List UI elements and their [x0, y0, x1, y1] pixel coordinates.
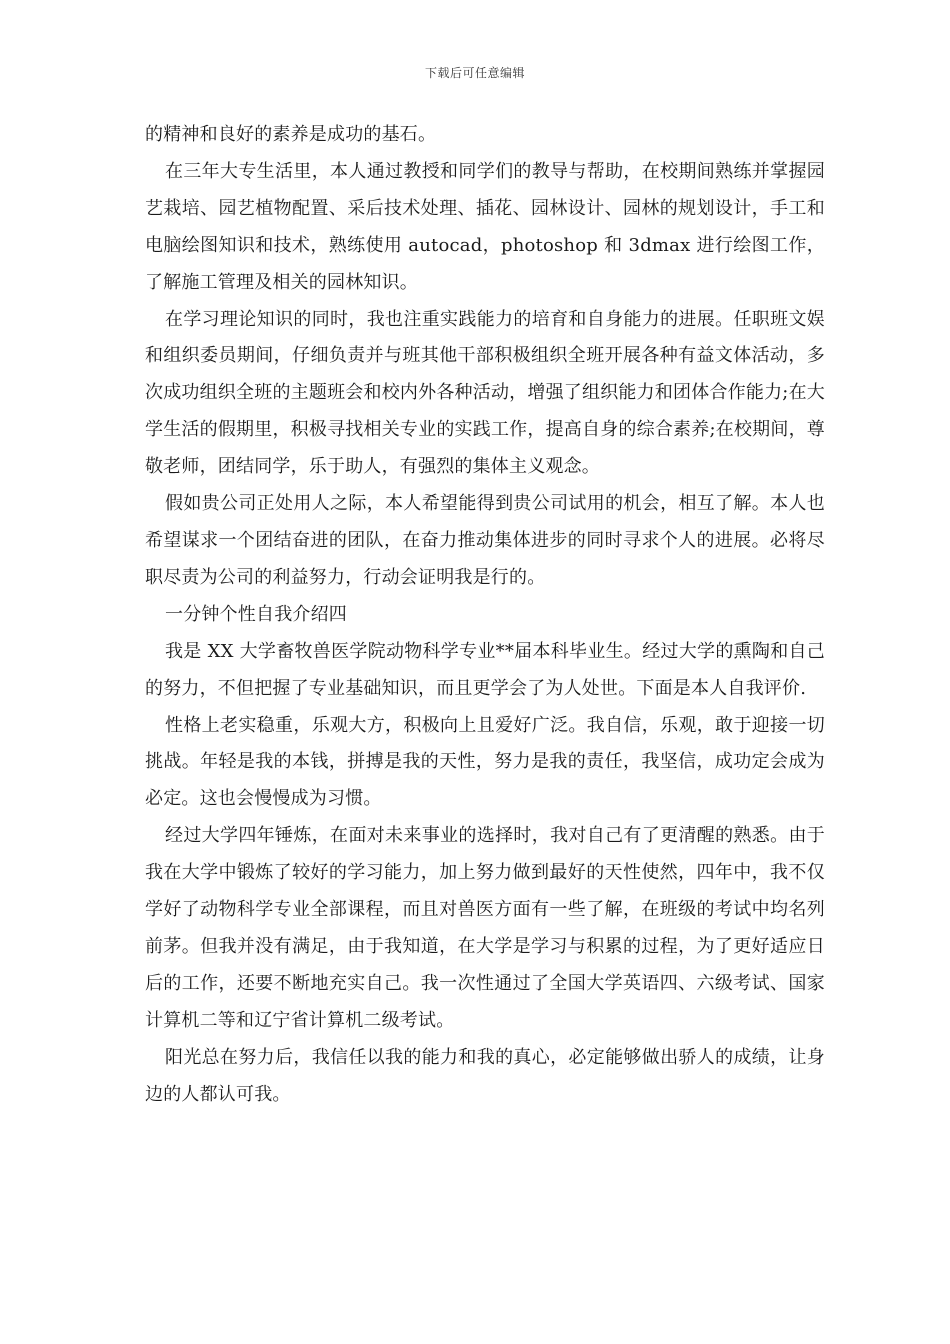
paragraph-continuation: 的精神和良好的素养是成功的基石。: [145, 124, 437, 145]
document-body: [145, 117, 825, 1113]
paragraph-application: 假如贵公司正处用人之际，本人希望能得到贵公司试用的机会，相互了解。本人也希望谋求一个团结奋进的团队，在奋力推动集体进步的同时寻求个人的进展。必将尽职尽责为公司的利益努力，行动会证明我是行的。: [145, 493, 825, 588]
page-header: 下载后可任意编辑: [424, 66, 525, 80]
paragraph-intro: 我是 XX 大学畜牧兽医学院动物科学专业**届本科毕业生。经过大学的熏陶和自己的努力，不但把握了专业基础知识，而且更学会了为人处世。下面是本人自我评价.: [145, 640, 825, 699]
paragraph-skills: 在三年大专生活里，本人通过教授和同学们的教导与帮助，在校期间熟练并掌握园艺栽培、园艺植物配置、采后技术处理、插花、园林设计、园林的规划设计，手工和电脑绘图知识和技术，熟练使用 autocad，photoshop 和 3dmax 进行绘图工作，了解施工管理及相关的园林知识。: [145, 160, 825, 293]
paragraph-closing: 阳光总在努力后，我信任以我的能力和我的真心，必定能够做出骄人的成绩，让身边的人都认可我。: [145, 1046, 825, 1105]
paragraph-university: 经过大学四年锤炼，在面对未来事业的选择时，我对自己有了更清醒的熟悉。由于我在大学中锻炼了较好的学习能力，加上努力做到最好的天性使然，四年中，我不仅学好了动物科学专业全部课程，而且对兽医方面有一些了解，在班级的考试中均名列前茅。但我并没有满足，由于我知道，在大学是学习与积累的过程，为了更好适应日后的工作，还要不断地充实自己。我一次性通过了全国大学英语四、六级考试、国家计算机二等和辽宁省计算机二级考试。: [145, 825, 825, 1031]
paragraph-personality: 性格上老实稳重，乐观大方，积极向上且爱好广泛。我自信，乐观，敢于迎接一切挑战。年轻是我的本钱，拼搏是我的天性，努力是我的责任，我坚信，成功定会成为必定。这也会慢慢成为习惯。: [145, 714, 825, 810]
section-heading: 一分钟个性自我介绍四: [165, 603, 347, 625]
paragraph-practice: 在学习理论知识的同时，我也注重实践能力的培育和自身能力的进展。任职班文娱和组织委员期间，仔细负责并与班其他干部积极组织全班开展各种有益文体活动，多次成功组织全班的主题班会和校内外各种活动，增强了组织能力和团体合作能力;在大学生活的假期里，积极寻找相关专业的实践工作，提高自身的综合素养;在校期间，尊敬老师，团结同学，乐于助人，有强烈的集体主义观念。: [145, 308, 825, 478]
